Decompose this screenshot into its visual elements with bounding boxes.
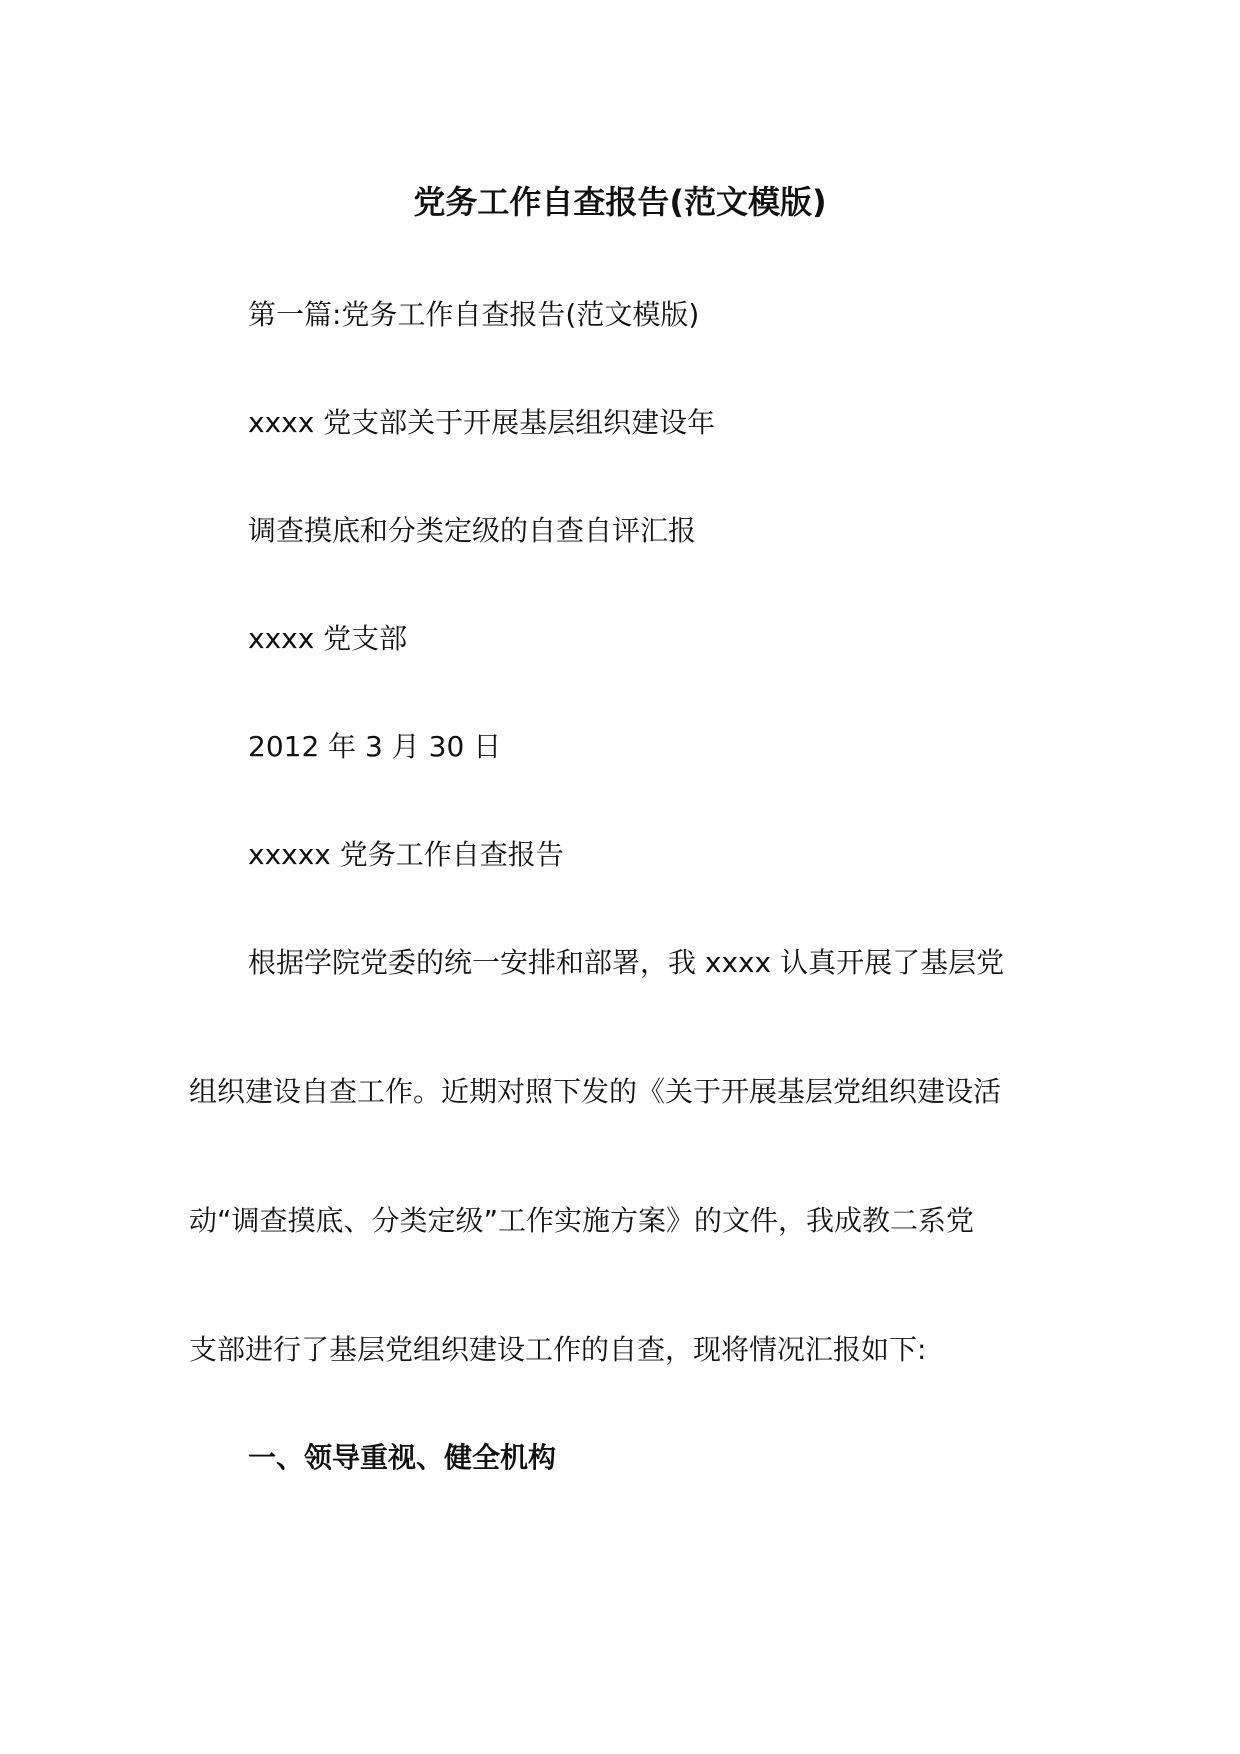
paragraph-line: 组织建设自查工作。近期对照下发的《关于开展基层党组织建设活 bbox=[189, 1075, 1002, 1108]
report-date: 2012 年 3 月 30 日 bbox=[248, 730, 502, 763]
section-heading: 一、领导重视、健全机构 bbox=[248, 1441, 557, 1474]
organization-name: xxxx 党支部 bbox=[248, 622, 408, 655]
paragraph-line: 动“调查摸底、分类定级”工作实施方案》的文件，我成教二系党 bbox=[189, 1204, 975, 1237]
document-title: 党务工作自查报告(范文模版) bbox=[413, 183, 827, 221]
report-heading: xxxxx 党务工作自查报告 bbox=[248, 838, 564, 871]
chapter-heading: 第一篇:党务工作自查报告(范文模版) bbox=[248, 298, 700, 331]
report-subtitle-line-2: 调查摸底和分类定级的自查自评汇报 bbox=[248, 514, 697, 547]
report-subtitle-line-1: xxxx 党支部关于开展基层组织建设年 bbox=[248, 406, 716, 439]
paragraph-line: 支部进行了基层党组织建设工作的自查，现将情况汇报如下: bbox=[189, 1333, 927, 1366]
paragraph-line: 根据学院党委的统一安排和部署，我 xxxx 认真开展了基层党 bbox=[248, 946, 1005, 979]
